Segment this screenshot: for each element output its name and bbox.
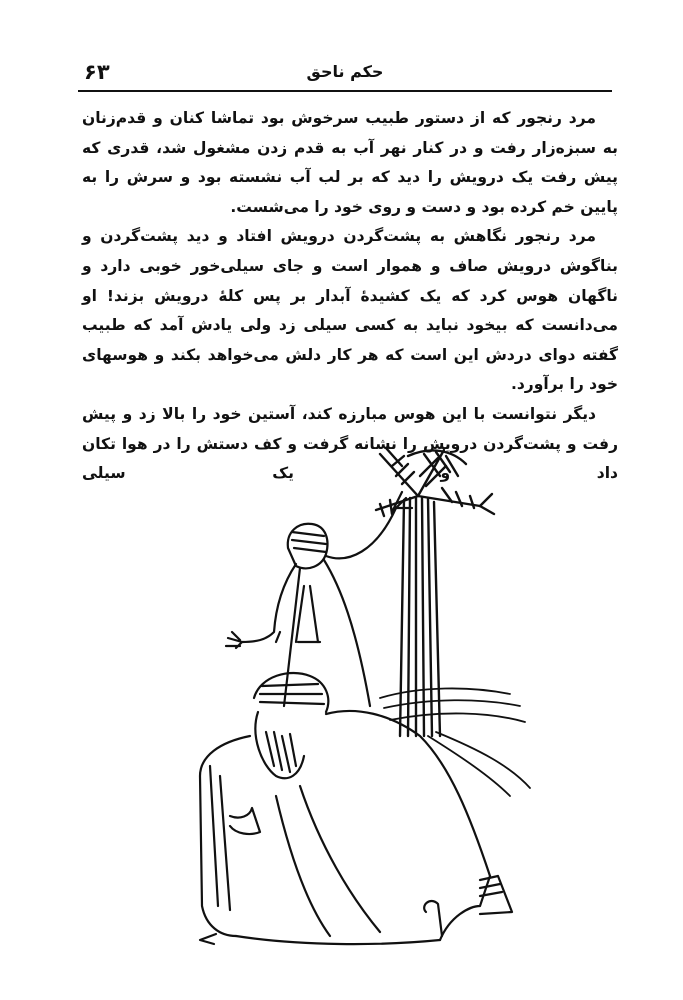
story-text (82, 104, 618, 489)
page-number: ۶۳ (84, 60, 110, 84)
dervish-and-man-ink-drawing-icon (180, 436, 560, 976)
header-rule (78, 90, 612, 92)
page-header (78, 58, 612, 96)
ground-lines (380, 688, 530, 796)
paragraph-1: مرد رنجور که از دستور طبیب سرخوش بود تماشا کنان و قدم‌زنان به سبزه‌زار رفت و در کنار نهر آب به قدم زدن مشغول شد، قدری که پیش رفت یک درویش را دید که بر لب آب نشسته بود و سرش را به پایین خم کرده بود و دست و روی خود را می‌شست. (82, 109, 618, 216)
running-title: حکم ناحق (306, 62, 384, 81)
palm-tree (376, 448, 494, 736)
paragraph-3: دیگر نتوانست با این هوس مبارزه کند، آستین خود را بالا زد و پیش رفت و پشت‌گردن درویش را نشانه گرفت و کف دستش را در هوا تکان داد و یک سیلی (82, 404, 618, 483)
standing-man (226, 492, 412, 706)
paragraph-2: مرد رنجور نگاهش به پشت‌گردن درویش افتاد و دید پشت‌گردن و بناگوش درویش صاف و هموار است و جای سیلی‌خور خوبی دارد و ناگهان هوس کرد که یک کشیدهٔ آبدار بر پس کلهٔ درویش بزند! او می‌دانست که بیخود نباید به کسی سیلی زد ولی یادش آمد که طبیب گفته دوای دردش این است که هر کار دلش می‌خواهد بکند و هوسهای خود را برآورد. (82, 227, 618, 394)
illustration (180, 436, 560, 976)
